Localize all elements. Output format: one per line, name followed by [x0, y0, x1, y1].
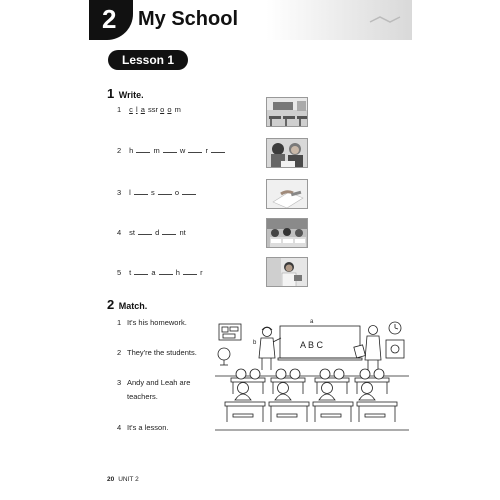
answer-letter: l [135, 105, 138, 114]
item-number: 3 [117, 188, 122, 197]
match-sentence: They're the students. [127, 348, 197, 357]
section-2-number: 2 [107, 297, 115, 312]
workbook-page [88, 0, 412, 500]
answer-blank[interactable] [183, 269, 197, 275]
given-letters: d [155, 228, 160, 237]
answer-blank[interactable] [134, 189, 148, 195]
classroom-illustration [215, 318, 409, 438]
section-1-instruction: Write. [118, 90, 144, 100]
answer-blank[interactable] [163, 147, 177, 153]
write-item [117, 188, 197, 197]
match-sentence-continued: teachers. [127, 392, 158, 401]
unit-title: My School [138, 8, 239, 30]
given-letters: w [179, 146, 186, 155]
answer-blank[interactable] [188, 147, 202, 153]
match-sentence: It's a lesson. [127, 423, 169, 432]
picture-label-a: a [310, 319, 314, 325]
match-item [117, 421, 168, 435]
match-sentence: Andy and Leah are [127, 378, 191, 387]
given-letters: nt [179, 228, 186, 237]
item-number: 4 [117, 423, 122, 432]
answer-blank[interactable] [211, 147, 225, 153]
write-item [117, 146, 226, 155]
match-item [117, 316, 187, 330]
students-photo [266, 218, 308, 248]
given-letters: st [129, 228, 135, 237]
given-letters: s [150, 188, 155, 197]
item-number: 1 [117, 105, 122, 114]
item-number: 2 [117, 348, 122, 357]
footer-unit: UNIT 2 [118, 476, 139, 483]
unit-header [88, 0, 412, 40]
answer-blank[interactable] [134, 269, 148, 275]
section-1-number: 1 [107, 86, 115, 101]
unit-number: 2 [102, 4, 117, 34]
write-item [117, 268, 203, 277]
section-2-heading [107, 297, 147, 312]
answer-letter: a [140, 105, 145, 114]
item-number: 5 [117, 268, 122, 277]
given-letters: t [129, 268, 132, 277]
lesson-label: Lesson 1 [108, 50, 188, 70]
given-letters: r [205, 146, 208, 155]
given-letters: m [174, 105, 181, 114]
whiteboard-text: A B C [300, 340, 324, 350]
teacher-photo [266, 257, 308, 287]
header-decoration-icon [366, 14, 406, 24]
write-item [117, 228, 186, 237]
answer-blank[interactable] [159, 269, 173, 275]
answer-blank[interactable] [158, 189, 172, 195]
write-item [117, 105, 181, 114]
answer-blank[interactable] [138, 229, 152, 235]
answer-blank[interactable] [136, 147, 150, 153]
section-1-heading [107, 86, 144, 101]
lesson-photo [266, 179, 308, 209]
answer-letter: c [129, 105, 133, 114]
given-letters: o [174, 188, 180, 197]
homework-photo [266, 138, 308, 168]
item-number: 2 [117, 146, 122, 155]
classroom-photo [266, 97, 308, 127]
match-item [117, 346, 197, 360]
given-letters: ssr [147, 105, 158, 114]
item-number: 3 [117, 378, 122, 387]
match-sentence: It's his homework. [127, 318, 187, 327]
match-item [117, 376, 190, 404]
section-2-instruction: Match. [118, 301, 148, 311]
item-number: 1 [117, 318, 122, 327]
answer-letter: o [160, 105, 165, 114]
page-footer [107, 476, 139, 483]
given-letters: l [129, 188, 131, 197]
item-number: 4 [117, 228, 122, 237]
given-letters: h [129, 146, 134, 155]
answer-blank[interactable] [162, 229, 176, 235]
picture-label-b: b [253, 340, 257, 346]
answer-letter: o [167, 105, 172, 114]
page-number: 20 [107, 476, 115, 483]
unit-number-badge [89, 0, 133, 40]
answer-blank[interactable] [182, 189, 196, 195]
given-letters: h [175, 268, 180, 277]
given-letters: m [153, 146, 160, 155]
given-letters: r [200, 268, 203, 277]
given-letters: a [151, 268, 156, 277]
